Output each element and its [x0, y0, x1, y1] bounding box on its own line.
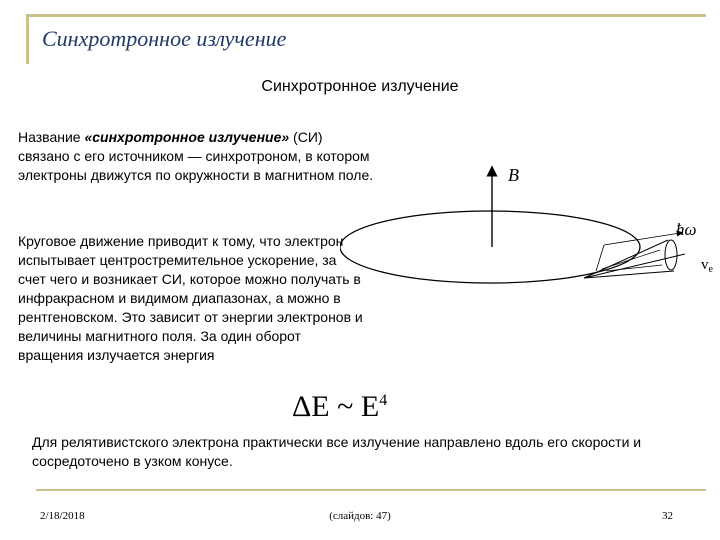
- intro-emphasis: «синхротронное излучение»: [84, 129, 290, 145]
- footer-page-number: 32: [662, 510, 673, 522]
- frame-top-rule: [26, 14, 706, 17]
- paragraph-relativistic: Для релятивистского электрона практически все излучение направлено вдоль его скорости и сосредоточено в узком конусе.: [32, 434, 642, 469]
- velocity-symbol: v: [701, 257, 709, 273]
- footer-slide-count: (слайдов: 47): [329, 510, 391, 522]
- paragraph-circular-motion: Круговое движение приводит к тому, что электрон испытывает центростремительное ускорение, за счет чего и возникает СИ, которое можно получать в инфракрасном и видимом диапазонах, а можно в рентгеновском. Это зависит от энергии электронов и величины магнитного поля. За один оборот вращения излучается энергия: [18, 233, 363, 363]
- intro-rest: (СИ) связано с его источником — синхротроном, в котором электроны движутся по окружности в магнитном поле.: [18, 129, 374, 183]
- paragraph-intro: [18, 128, 378, 185]
- intro-lead: Название: [18, 129, 85, 145]
- frame-left-accent: [26, 14, 29, 64]
- slide-subtitle: Синхротронное излучение: [261, 78, 459, 95]
- slide-title: Синхротронное излучение: [42, 26, 287, 51]
- velocity-label: [701, 257, 714, 275]
- footer-rule: [36, 489, 706, 491]
- velocity-subscript: e: [708, 264, 713, 275]
- formula-exponent: 4: [379, 392, 388, 409]
- photon-label: ħω: [676, 220, 697, 239]
- electron-orbit: [340, 211, 640, 283]
- field-label: B: [508, 165, 519, 185]
- synchrotron-diagram: [340, 155, 720, 335]
- footer-date: 2/18/2018: [40, 510, 85, 522]
- energy-formula: [292, 390, 387, 424]
- radiation-cone: [584, 233, 685, 278]
- formula-lhs: ΔE ~ E: [292, 390, 380, 423]
